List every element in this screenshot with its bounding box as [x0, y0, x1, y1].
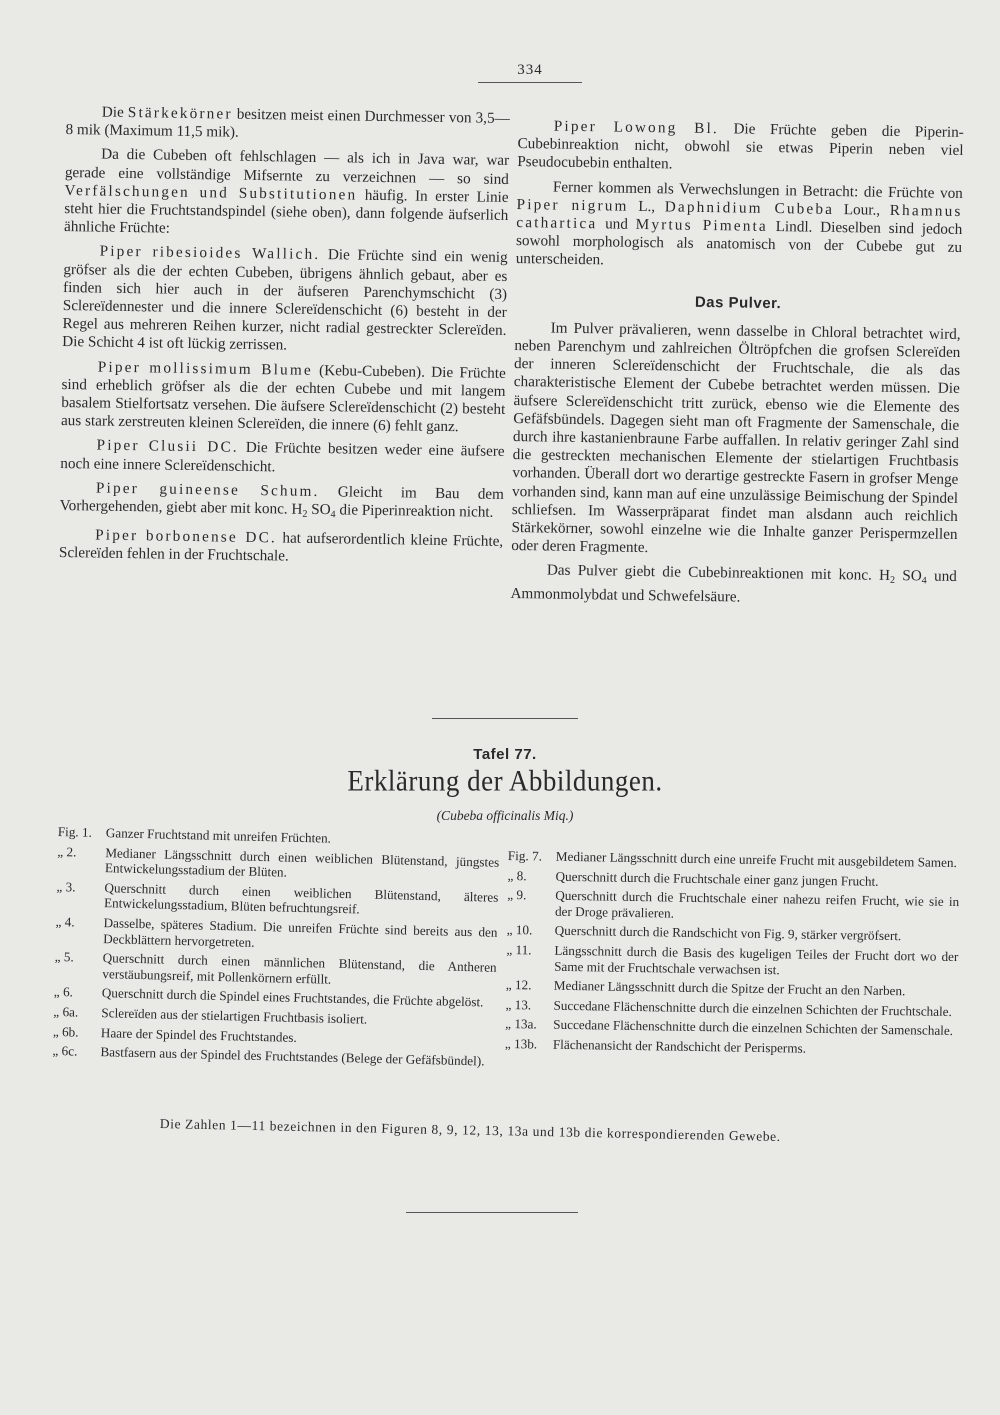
bottom-divider — [406, 1212, 578, 1213]
text-run: L., — [628, 197, 665, 216]
text-run: Gleicht im Bau dem Vorhergehenden, giebt aber mit konc. H — [59, 482, 505, 518]
figure-number: „ 10. — [506, 922, 533, 938]
paragraph-piper-ribesioides — [62, 242, 508, 358]
paragraph-starch — [65, 103, 510, 146]
figure-number: „ 12. — [505, 977, 532, 993]
text-run: besitzen meist einen Durchmesser von 3,5—8 mik (Maximum 11,5 mik). — [65, 105, 510, 141]
spaced-term: Verfälschungen und Substitutionen — [64, 181, 358, 204]
paragraph-piper-lowong — [517, 117, 964, 179]
text-run: SO — [894, 567, 922, 585]
figure-number: Fig. 1. — [57, 824, 93, 840]
species-name: Piper borbonense DC. — [95, 526, 278, 547]
paragraph-piper-borbonense — [59, 526, 504, 569]
figure-description: Ganzer Fruchtstand mit unreifen Früchten. — [105, 825, 332, 846]
text-run: Da die Cubeben oft fehlschlagen — als ich in Java war, war gerade eine vollständige Mifsernte zu verzeichnen — so sind — [64, 145, 510, 188]
text-run: Das Pulver giebt die Cubebinreaktionen mit konc. H — [546, 561, 891, 585]
figure-description: Haare der Spindel des Fruchtstandes. — [100, 1024, 297, 1045]
figure-caption — [508, 848, 960, 871]
text-run: Die Früchte besitzen weder eine äufsere noch eine innere Sclereïdenschicht. — [60, 439, 505, 475]
plate-subtitle: (Cubeba officinalis Miq.) — [436, 808, 574, 823]
section-divider — [432, 718, 578, 719]
figure-description: Bastfasern aus der Spindel des Fruchtstandes (Belege der Gefäfsbündel). — [100, 1044, 485, 1069]
figure-number: „ 8. — [507, 867, 527, 883]
species-name: Daphnidium Cubeba — [664, 198, 835, 218]
figure-caption — [505, 1016, 957, 1039]
figure-number: „ 4. — [55, 913, 75, 930]
spaced-term: Stärkekörner — [127, 103, 233, 123]
species-name: Piper Lowong Bl. — [553, 117, 720, 138]
figure-description: Medianer Längsschnitt durch einen weiblichen Blütenstand, jüngstes Entwickelungsstadium der Blüten. — [104, 844, 500, 880]
species-name: Piper guineense Schum. — [95, 479, 320, 500]
paragraph-pulver-reactions — [510, 561, 957, 609]
figure-caption — [507, 887, 959, 925]
section-heading-pulver: Das Pulver. — [694, 293, 782, 312]
figure-number: „ 3. — [56, 878, 76, 895]
species-name: Rhamnus cathartica — [516, 201, 963, 233]
text-run: Die — [101, 103, 129, 121]
text-run: Lour., — [834, 200, 890, 219]
figure-number: „ 13. — [505, 996, 532, 1013]
paragraph-piper-mollissimum — [61, 358, 506, 438]
left-text-column — [59, 103, 510, 576]
plate-title: Erklärung der Abbildungen. — [347, 764, 663, 798]
species-name: Piper mollissimum Blume — [97, 358, 313, 379]
figure-caption — [505, 997, 957, 1020]
figure-caption — [54, 949, 497, 991]
figure-description: Succedane Flächenschnitte durch die einzelnen Schichten der Fruchtschale. — [553, 997, 953, 1019]
figure-caption — [506, 977, 958, 1000]
figure-caption — [505, 1036, 957, 1059]
figure-caption — [507, 922, 959, 945]
text-run: Lindl. Dieselben sind jedoch sowohl morphologisch als anatomisch von der Cubebe gut zu unterscheiden. — [515, 217, 963, 269]
subscript: 2 — [302, 508, 308, 520]
figure-description: Medianer Längsschnitt durch eine unreife Frucht mit ausgebildetem Samen. — [555, 848, 957, 871]
figure-number: „ 6b. — [52, 1023, 79, 1040]
figure-number: „ 5. — [54, 949, 74, 965]
figure-description: Succedane Flächenschnitte durch die einzelnen Schichten der Samenschale. — [553, 1017, 954, 1039]
species-name: Piper nigrum — [516, 195, 629, 215]
text-run: und — [597, 215, 636, 233]
figure-caption — [57, 844, 500, 886]
figure-description: Querschnitt durch die Fruchtschale einer ganz jungen Frucht. — [555, 868, 879, 889]
text-run: Die Früchte geben die Piperin-Cubebinreaktion nicht, obwohl sie etwas Piperin neben viel Pseudocubebin enthalten. — [517, 120, 964, 173]
paragraph-adulterations — [64, 145, 509, 243]
figure-number: „ 6. — [53, 984, 74, 1000]
species-name: Piper Clusii DC. — [96, 436, 240, 457]
figure-number: „ 11. — [506, 941, 532, 958]
text-run: häufig. In erster Linie steht hier die Fruchtstandspindel (siehe oben), dann folgende äufserlich ähnliche Früchte: — [63, 186, 509, 237]
figure-caption — [507, 868, 959, 891]
figure-list-left — [52, 824, 500, 1073]
text-run: hat aufserordentlich kleine Früchte, Sclereïden fehlen in der Fruchtschale. — [58, 529, 504, 566]
figure-description: Dasselbe, späteres Stadium. Die unreifen Früchte sind bereits aus den Deckblättern hervorgetreten. — [103, 915, 498, 950]
figure-description: Längsschnitt durch die Basis des kugeligen Teiles der Frucht dort wo der Same mit der Fruchtschale verwachsen ist. — [554, 942, 959, 977]
subscript: 4 — [330, 509, 336, 521]
figure-number: „ 9. — [507, 887, 527, 903]
figure-number: „ 13a. — [505, 1016, 537, 1032]
paragraph-confusions — [516, 178, 963, 276]
figure-number: „ 6c. — [52, 1043, 78, 1059]
figure-number: Fig. 7. — [507, 848, 543, 864]
text-run: Die Früchte sind ein wenig gröfser als die der echten Cubeben, übrigens ähnlich gebaut, aber es finden sich hier auch in der äufseren Parenchymschicht (3) Sclereïdennester und die innere Sclereïdenschicht (6) besteht in der Regel aus mehreren Reihen kurzer, nicht radial gestreckter Sclereïden. Die Schicht 4 ist oft lückig zerrissen. — [62, 246, 508, 354]
figure-caption — [56, 879, 499, 921]
figure-description: Querschnitt durch die Fruchtschale einer nahezu reifen Frucht, wie sie in der Droge prävalieren. — [554, 887, 960, 921]
text-run: die Piperinreaktion nicht. — [335, 501, 494, 521]
text-run: SO — [307, 500, 331, 519]
figure-description: Querschnitt durch die Spindel eines Fruchtstandes, die Früchte abgelöst. — [101, 985, 484, 1010]
text-run: Ferner kommen als Verwechslungen in Betracht: die Früchte von — [552, 178, 963, 202]
subscript: 2 — [889, 575, 896, 587]
text-run: (Kebu-Cubeben). Die Früchte sind erheblich gröfser als die der echten Cubebe und mit langem basalem Stielfortsatz versehen. Die äufsere Sclereïdenschicht (2) besteht aus stark zerstreuten kleinen Sclereïden, die innere (6) fehlt ganz. — [60, 361, 506, 436]
paragraph-piper-clusii — [60, 436, 505, 479]
plate-label: Tafel 77. — [473, 746, 537, 763]
text-run: und Ammonmolybdat und Schwefelsäure. — [510, 567, 957, 606]
page-number-rule — [478, 82, 582, 83]
figure-description: Medianer Längsschnitt durch die Spitze der Frucht an den Narben. — [553, 977, 906, 999]
paragraph-piper-guineense — [59, 479, 504, 527]
figure-caption — [506, 942, 958, 980]
figure-number: „ 2. — [57, 843, 77, 860]
page-number: 334 — [517, 62, 543, 78]
figure-description: Querschnitt durch einen männlichen Blütenstand, die Antheren verstäubungsreif, mit Pollenkörnern erfüllt. — [102, 950, 497, 987]
figure-caption — [55, 914, 498, 956]
figure-number: „ 13b. — [504, 1035, 538, 1052]
right-text-column — [510, 117, 964, 616]
figure-description: Querschnitt durch einen weiblichen Blütenstand, älteres Entwickelungsstadium, Blüten befruchtungsreif. — [103, 879, 499, 917]
figure-description: Flächenansicht der Randschicht der Perisperms. — [552, 1036, 807, 1056]
figure-numbers-note: Die Zahlen 1—11 bezeichnen in den Figuren 8, 9, 12, 13, 13a und 13b die korrespondierenden Gewebe. — [159, 1116, 781, 1145]
figure-list-right — [505, 848, 960, 1063]
subscript: 4 — [921, 575, 927, 587]
figure-description: Querschnitt durch die Randschicht von Fig. 9, stärker vergröfsert. — [554, 923, 902, 944]
figure-description: Sclereïden aus der stielartigen Fruchtbasis isoliert. — [101, 1005, 368, 1027]
species-name: Myrtus Pimenta — [635, 215, 769, 235]
paragraph-pulver: Im Pulver prävalieren, wenn dasselbe in Chloral betrachtet wird, neben Parenchym und zahlreichen Öltröpfchen die grofsen Sclereïden der inneren Sclereïdenschicht der Fruchtschale, die als das charakteristische Element der Cubebe betrachtet werden müssen. Die äufsere Sclereïdenschicht tritt zurück, ebenso wie die Elemente des Gefäfsbündels. Dagegen sieht man oft Fragmente der Samenschale, die durch ihre kastanienbraune Farbe auffallen. In relativ geringer Zahl sind die gestreckten mechanischen Elemente der stielartigen Fruchtbasis vorhanden. Überall dort wo derartige gestreckte Fasern in grofser Menge vorhanden sind, kann man auf eine unzulässige Beimischung der Spindel schliefsen. Im Wasserpräparat findet man alsdann auch reichlich Stärkekörner, sowohl einzelne wie die Inhalte ganzer Perispermzellen oder deren Fragmente. — [511, 319, 961, 557]
figure-number: „ 6a. — [53, 1003, 79, 1020]
species-name: Piper ribesioides Wallich. — [99, 242, 321, 264]
